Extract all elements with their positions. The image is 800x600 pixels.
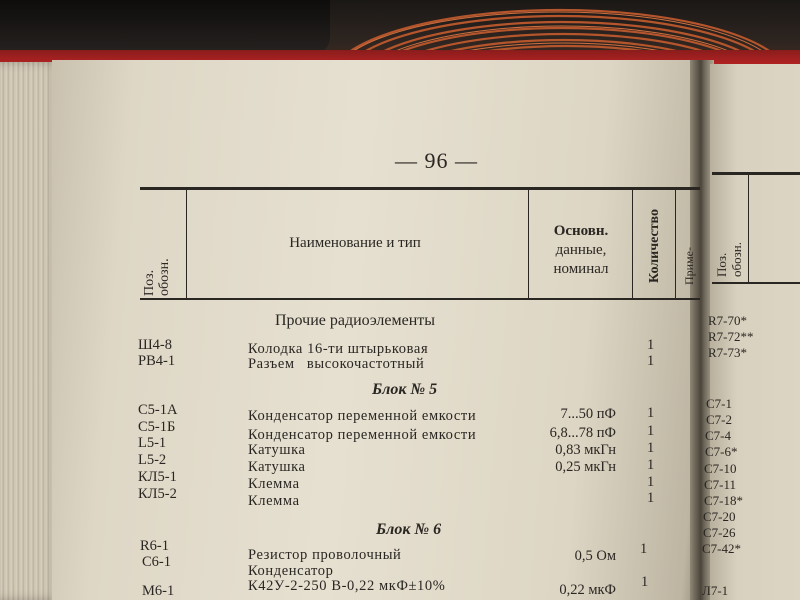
row-pos: С5-1А [138, 402, 178, 418]
header-qty: Количество [647, 208, 662, 283]
row-value: 6,8...78 пФ [549, 425, 616, 441]
dark-case-object [0, 0, 330, 55]
column-divider-1 [186, 190, 187, 298]
row-name: Катушка [248, 459, 306, 475]
header-pos [142, 258, 172, 296]
row-pos: КЛ5-1 [138, 469, 177, 485]
right-code: Л7-1 [702, 583, 729, 598]
right-code: С7-6* [705, 444, 738, 459]
row-name: Катушка [248, 442, 306, 458]
right-code: С7-11 [704, 477, 737, 492]
row-qty: 1 [647, 423, 655, 439]
right-code: С7-4 [705, 428, 731, 443]
header-pos-line2: обозн. [157, 258, 172, 296]
row-name: Резистор проволочный [248, 547, 402, 563]
row-name: Разъем высокочастотный [248, 356, 425, 372]
right-header-pos [714, 242, 744, 277]
row-qty: 1 [641, 574, 649, 590]
section-other-title: Прочие радиоэлементы [275, 312, 436, 329]
row-qty: 1 [647, 440, 655, 456]
header-main-line3: номинал [553, 261, 609, 277]
header-main-line2: данные, [555, 242, 607, 258]
right-code: R7-72** [708, 329, 754, 344]
row-name: Клемма [248, 493, 300, 509]
row-pos: С5-1Б [138, 419, 176, 435]
header-main-data [532, 222, 630, 279]
row-value: 7...50 пФ [560, 406, 616, 422]
right-table-top-rule [712, 172, 800, 175]
row-name: Клемма [248, 476, 300, 492]
row-pos: М6-1 [142, 583, 175, 599]
row-name: Конденсатор переменной емкости [248, 427, 477, 443]
row-qty: 1 [647, 405, 655, 421]
right-table-header-rule [712, 282, 800, 284]
row-name: Конденсатор [248, 563, 334, 579]
row-pos: Ш4-8 [138, 337, 172, 353]
left-page [52, 60, 702, 600]
row-value: 0,83 мкГн [555, 442, 616, 458]
right-code: С7-26 [703, 525, 736, 540]
header-note: Приме- [682, 246, 696, 285]
right-code: С7-1 [706, 396, 732, 411]
right-code: R7-70* [708, 313, 747, 328]
right-code: С7-10 [704, 461, 737, 476]
header-name: Наименование и тип [289, 235, 421, 251]
header-pos-line1: Поз. [142, 269, 157, 296]
right-header-pos-line2: обозн. [729, 242, 744, 277]
row-qty: 1 [647, 457, 655, 473]
right-code: R7-73* [708, 345, 747, 360]
row-name: К42У-2-250 В-0,22 мкФ±10% [248, 578, 446, 594]
row-value: 0,22 мкФ [559, 582, 616, 598]
row-pos: L5-1 [138, 435, 167, 451]
table-header-bottom-rule [140, 298, 700, 300]
right-code: С7-18* [704, 493, 743, 508]
row-qty: 1 [647, 474, 655, 490]
right-column-divider [748, 175, 749, 282]
page-stack-edge [0, 62, 60, 600]
column-divider-4 [675, 190, 676, 298]
row-pos: С6-1 [142, 554, 171, 570]
table-top-rule [140, 187, 700, 190]
row-qty: 1 [647, 490, 655, 506]
row-pos: РВ4-1 [138, 353, 176, 369]
right-code: С7-42* [702, 541, 741, 556]
row-name: Колодка 16-ти штырьковая [248, 341, 429, 357]
page-number: — 96 — [395, 148, 478, 173]
header-main-bold: Основн. [553, 223, 609, 239]
row-pos: L5-2 [138, 452, 167, 468]
row-value: 0,25 мкГн [555, 459, 616, 475]
row-pos: КЛ5-2 [138, 486, 177, 502]
section-block5-title: Блок № 5 [372, 381, 438, 398]
section-block6-title: Блок № 6 [376, 521, 442, 538]
row-name: Конденсатор переменной емкости [248, 408, 477, 424]
right-header-pos-line1: Поз. [714, 252, 729, 277]
right-code: С7-20 [703, 509, 736, 524]
row-qty: 1 [640, 541, 648, 557]
right-code: С7-2 [706, 412, 732, 427]
row-value: 0,5 Ом [574, 548, 616, 564]
row-pos: R6-1 [140, 538, 169, 554]
column-divider-3 [632, 190, 633, 298]
row-qty: 1 [647, 337, 655, 353]
column-divider-2 [528, 190, 529, 298]
row-qty: 1 [647, 353, 655, 369]
